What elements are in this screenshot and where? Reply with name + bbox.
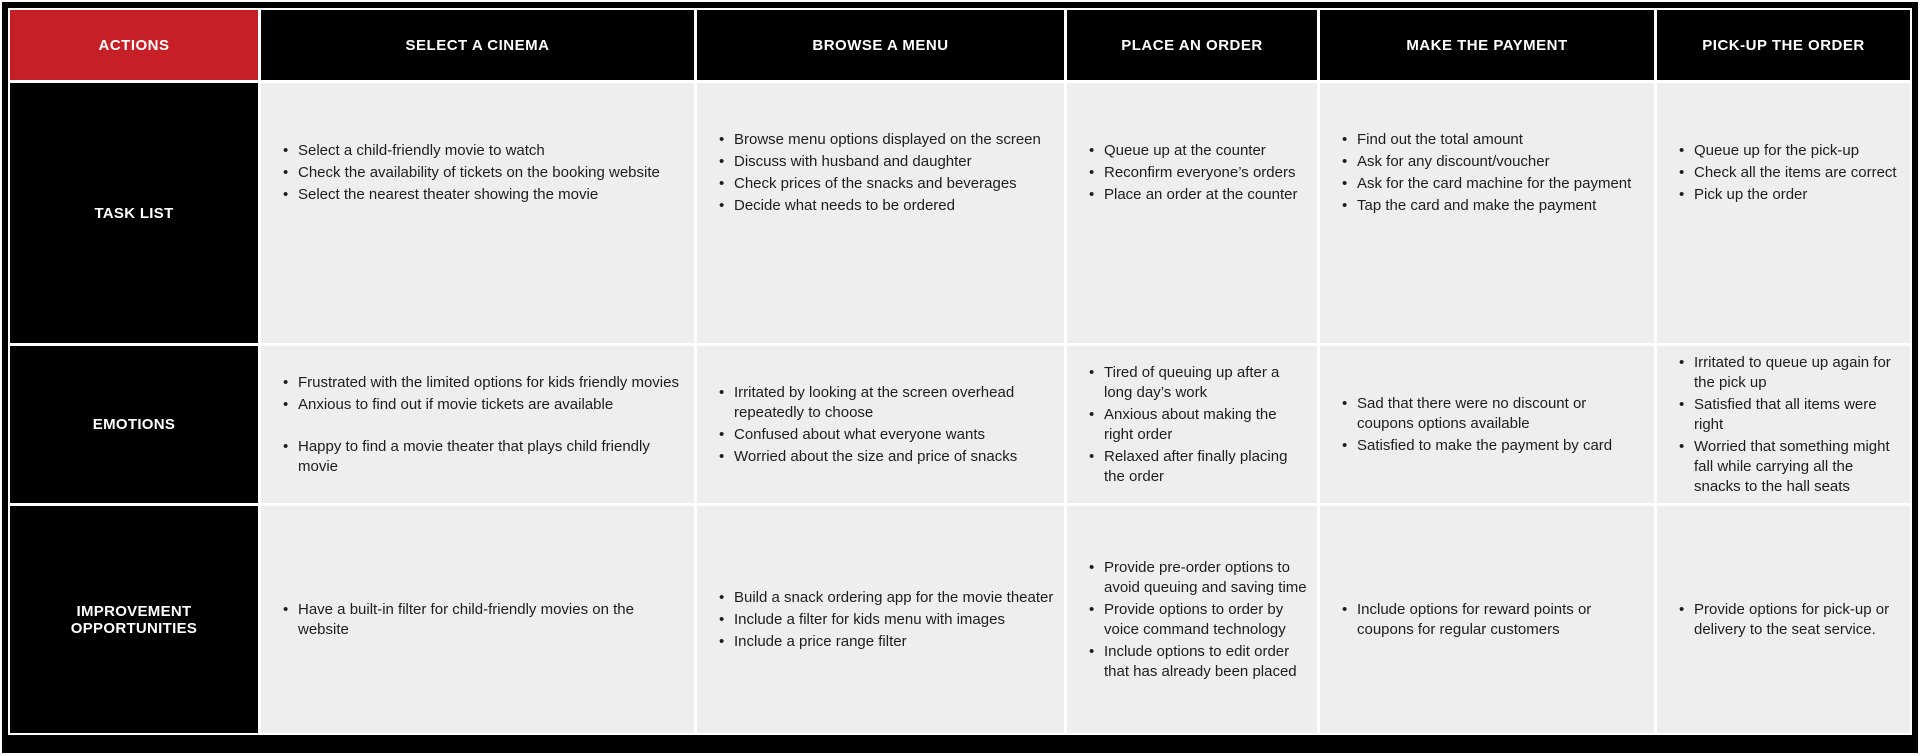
bullet-list	[1320, 598, 1654, 642]
cell-emotions-make-payment	[1320, 346, 1654, 503]
bullet-item: • Queue up at the counter	[1087, 141, 1297, 161]
bullet-item: • Confused about what everyone wants	[717, 425, 1054, 445]
row-label-task-list	[10, 83, 258, 343]
bullet-list	[261, 371, 694, 479]
bullet-list	[1320, 128, 1641, 218]
header-browse-a-menu	[697, 10, 1064, 80]
row-label-text: IMPROVEMENT OPPORTUNITIES	[70, 602, 198, 637]
bullet-item: • Anxious to find out if movie tickets are available	[281, 395, 684, 415]
bullet-list	[1657, 598, 1910, 642]
bullet-item: • Check all the items are correct	[1677, 163, 1897, 183]
cell-emotions-place-order	[1067, 346, 1317, 503]
bullet-list	[1067, 139, 1307, 207]
bullet-item: • Frustrated with the limited options for kids friendly movies	[281, 373, 684, 393]
bullet-list	[261, 598, 694, 642]
cell-task-list-place-order	[1067, 83, 1317, 343]
bullet-list	[697, 128, 1051, 218]
bullet-list	[1320, 392, 1654, 458]
bullet-item: • Provide options for pick-up or delivery to the seat service.	[1677, 600, 1900, 640]
bullet-item: • Tap the card and make the payment	[1340, 196, 1631, 216]
bullet-item: • Include a price range filter	[717, 632, 1053, 652]
row-label-text: TASK LIST	[94, 204, 174, 222]
bullet-item: • Ask for any discount/voucher	[1340, 152, 1631, 172]
bullet-item: • Satisfied that all items were right	[1677, 395, 1900, 435]
bullet-item: • Include a filter for kids menu with images	[717, 610, 1053, 630]
cell-improvement-place-order	[1067, 506, 1317, 733]
bullet-item: • Irritated to queue up again for the pick up	[1677, 353, 1900, 393]
header-make-the-payment	[1320, 10, 1654, 80]
bullet-item: • Find out the total amount	[1340, 130, 1631, 150]
header-label: PLACE AN ORDER	[1121, 36, 1263, 54]
row-label-emotions	[10, 346, 258, 503]
bullet-list	[1657, 139, 1907, 207]
bullet-item: • Anxious about making the right order	[1087, 405, 1307, 445]
bullet-item: • Include options for reward points or coupons for regular customers	[1340, 600, 1644, 640]
header-place-an-order	[1067, 10, 1317, 80]
cell-emotions-pickup-order	[1657, 346, 1910, 503]
bullet-item: • Include options to edit order that has already been placed	[1087, 642, 1307, 682]
bullet-list	[1067, 361, 1317, 489]
bullet-item: • Select the nearest theater showing the movie	[281, 185, 660, 205]
cell-improvement-select-cinema	[261, 506, 694, 733]
cell-improvement-browse-menu	[697, 506, 1064, 733]
bullet-item: • Satisfied to make the payment by card	[1340, 436, 1644, 456]
cell-improvement-make-payment	[1320, 506, 1654, 733]
list-gap	[281, 417, 684, 435]
header-label: BROWSE A MENU	[812, 36, 949, 54]
bullet-item: • Ask for the card machine for the payment	[1340, 174, 1631, 194]
bullet-item: • Build a snack ordering app for the movie theater	[717, 588, 1053, 608]
header-label: SELECT A CINEMA	[405, 36, 550, 54]
bullet-list	[697, 586, 1063, 654]
cell-improvement-pickup-order	[1657, 506, 1910, 733]
header-pick-up-the-order	[1657, 10, 1910, 80]
bullet-item: • Check prices of the snacks and beverages	[717, 174, 1041, 194]
corner-actions-cell	[10, 10, 258, 80]
bullet-item: • Select a child-friendly movie to watch	[281, 141, 660, 161]
bullet-item: • Provide options to order by voice command technology	[1087, 600, 1307, 640]
journey-map-table	[8, 8, 1912, 735]
cell-emotions-select-cinema	[261, 346, 694, 503]
bullet-item: • Have a built-in filter for child-friendly movies on the website	[281, 600, 684, 640]
bullet-item: • Happy to find a movie theater that plays child friendly movie	[281, 437, 684, 477]
bullet-item: • Relaxed after finally placing the order	[1087, 447, 1307, 487]
bullet-list	[697, 381, 1064, 469]
cell-task-list-browse-menu	[697, 83, 1064, 343]
header-select-a-cinema	[261, 10, 694, 80]
bullet-item: • Worried that something might fall while carrying all the snacks to the hall seats	[1677, 437, 1900, 497]
bullet-item: • Place an order at the counter	[1087, 185, 1297, 205]
bullet-item: • Worried about the size and price of snacks	[717, 447, 1054, 467]
cell-task-list-make-payment	[1320, 83, 1654, 343]
bullet-item: • Check the availability of tickets on the booking website	[281, 163, 660, 183]
bullet-list	[1657, 351, 1910, 499]
row-label-improvement-opportunities	[10, 506, 258, 733]
cell-task-list-pickup-order	[1657, 83, 1910, 343]
bullet-list	[1067, 556, 1317, 684]
bullet-item: • Sad that there were no discount or coupons options available	[1340, 394, 1644, 434]
bullet-item: • Tired of queuing up after a long day’s work	[1087, 363, 1307, 403]
bullet-item: • Irritated by looking at the screen overhead repeatedly to choose	[717, 383, 1054, 423]
bullet-item: • Browse menu options displayed on the screen	[717, 130, 1041, 150]
bullet-item: • Provide pre-order options to avoid queuing and saving time	[1087, 558, 1307, 598]
cell-emotions-browse-menu	[697, 346, 1064, 503]
bullet-list	[261, 139, 670, 207]
bullet-item: • Discuss with husband and daughter	[717, 152, 1041, 172]
row-label-text: EMOTIONS	[92, 416, 176, 433]
bullet-item: • Reconfirm everyone’s orders	[1087, 163, 1297, 183]
cell-task-list-select-cinema	[261, 83, 694, 343]
bullet-item: • Queue up for the pick-up	[1677, 141, 1897, 161]
corner-actions-label: ACTIONS	[98, 36, 170, 54]
bullet-item: • Pick up the order	[1677, 185, 1897, 205]
header-label: PICK-UP THE ORDER	[1702, 36, 1865, 54]
bullet-item: • Decide what needs to be ordered	[717, 196, 1041, 216]
header-label: MAKE THE PAYMENT	[1406, 36, 1568, 54]
